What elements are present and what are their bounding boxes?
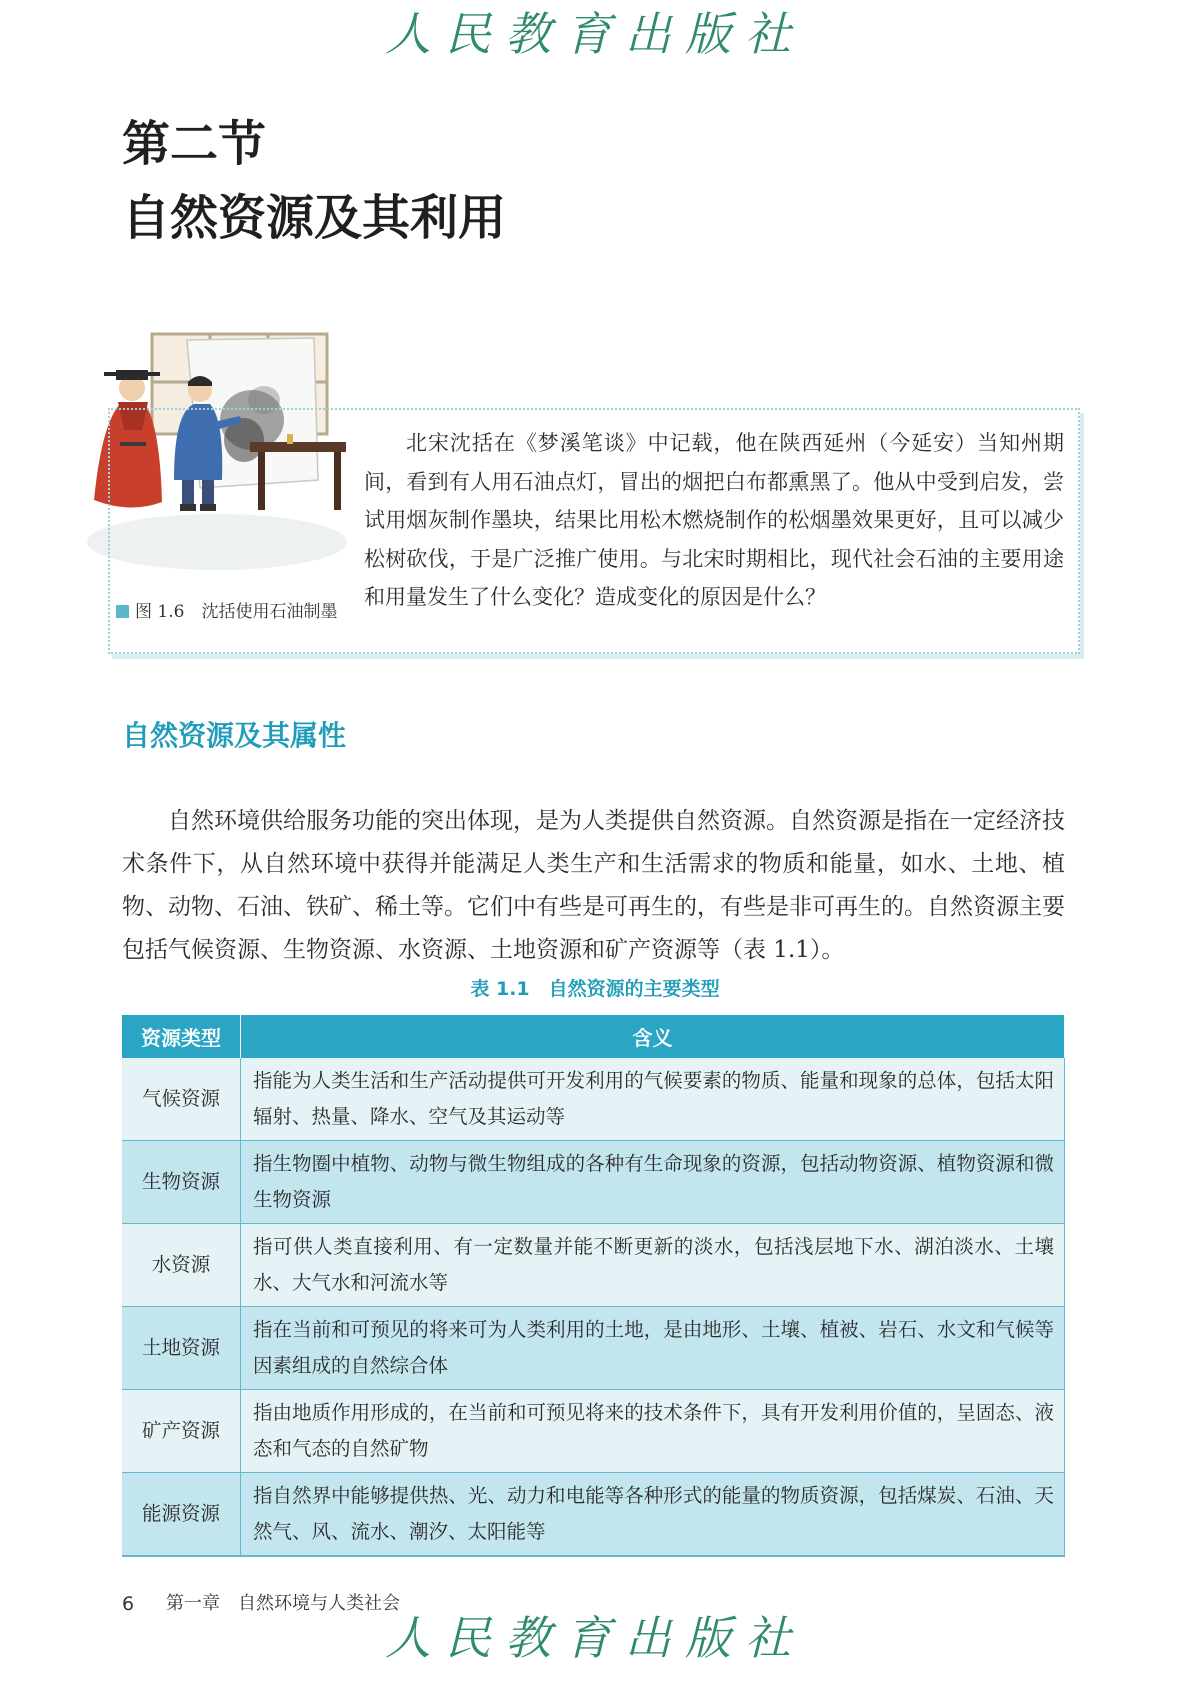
table-row [122,1141,1065,1224]
resource-type-cell: 矿产资源 [122,1390,241,1473]
subsection-heading: 自然资源及其属性 [122,719,347,752]
table-row [122,1473,1065,1557]
resource-type-cell: 气候资源 [122,1058,241,1141]
table-row [122,1307,1065,1390]
publisher-logo-top: 人民教育出版社 [385,7,805,61]
resource-meaning-cell: 指生物圈中植物、动物与微生物组成的各种有生命现象的资源，包括动物资源、植物资源和微生物资源 [241,1141,1065,1224]
page-number: 6 [122,1593,135,1615]
body-paragraph: 自然环境供给服务功能的突出体现，是为人类提供自然资源。自然资源是指在一定经济技术条件下，从自然环境中获得并能满足人类生产和生活需求的物质和能量，如水、土地、植物、动物、石油、铁矿、稀土等。它们中有些是可再生的，有些是非可再生的。自然资源主要包括气候资源、生物资源、水资源、土地资源和矿产资源等（表 1.1）。 [122,808,1065,963]
figure-caption-text: 图 1.6 沈括使用石油制墨 [135,602,338,622]
resource-type-cell: 土地资源 [122,1307,241,1390]
chapter-title: 第一章 自然环境与人类社会 [166,1593,400,1614]
table-row [122,1390,1065,1473]
header-meaning: 含义 [241,1015,1065,1058]
header-resource-type: 资源类型 [122,1015,241,1058]
resource-types-table [122,1015,1065,1557]
resource-meaning-cell: 指可供人类直接利用、有一定数量并能不断更新的淡水，包括浅层地下水、湖泊淡水、土壤水、大气水和河流水等 [241,1224,1065,1307]
section-number: 第二节 [122,116,267,172]
resource-type-cell: 能源资源 [122,1473,241,1557]
resource-type-cell: 生物资源 [122,1141,241,1224]
resource-meaning-cell: 指能为人类生活和生产活动提供可开发利用的气候要素的物质、能量和现象的总体，包括太阳辐射、热量、降水、空气及其运动等 [241,1058,1065,1141]
resource-meaning-cell: 指自然界中能够提供热、光、动力和电能等各种形式的能量的物质资源，包括煤炭、石油、天然气、风、流水、潮汐、太阳能等 [241,1473,1065,1557]
section-title: 自然资源及其利用 [122,190,507,246]
resource-meaning-cell: 指由地质作用形成的，在当前和可预见将来的技术条件下，具有开发利用价值的，呈固态、液态和气态的自然矿物 [241,1390,1065,1473]
table-header-row [122,1015,1065,1058]
table-row [122,1058,1065,1141]
table-caption: 表 1.1 自然资源的主要类型 [470,978,720,1000]
table-row [122,1224,1065,1307]
publisher-logo-bottom: 人民教育出版社 [385,1611,805,1665]
resource-meaning-cell: 指在当前和可预见的将来可为人类利用的土地，是由地形、土壤、植被、岩石、水文和气候等因素组成的自然综合体 [241,1307,1065,1390]
intro-text: 北宋沈括在《梦溪笔谈》中记载，他在陕西延州（今延安）当知州期间，看到有人用石油点灯，冒出的烟把白布都熏黑了。他从中受到启发，尝试用烟灰制作墨块，结果比用松木燃烧制作的松烟墨效果更好，且可以减少松树砍伐，于是广泛推广使用。与北宋时期相比，现代社会石油的主要用途和用量发生了什么变化？造成变化的原因是什么？ [364,431,1064,609]
resource-type-cell: 水资源 [122,1224,241,1307]
